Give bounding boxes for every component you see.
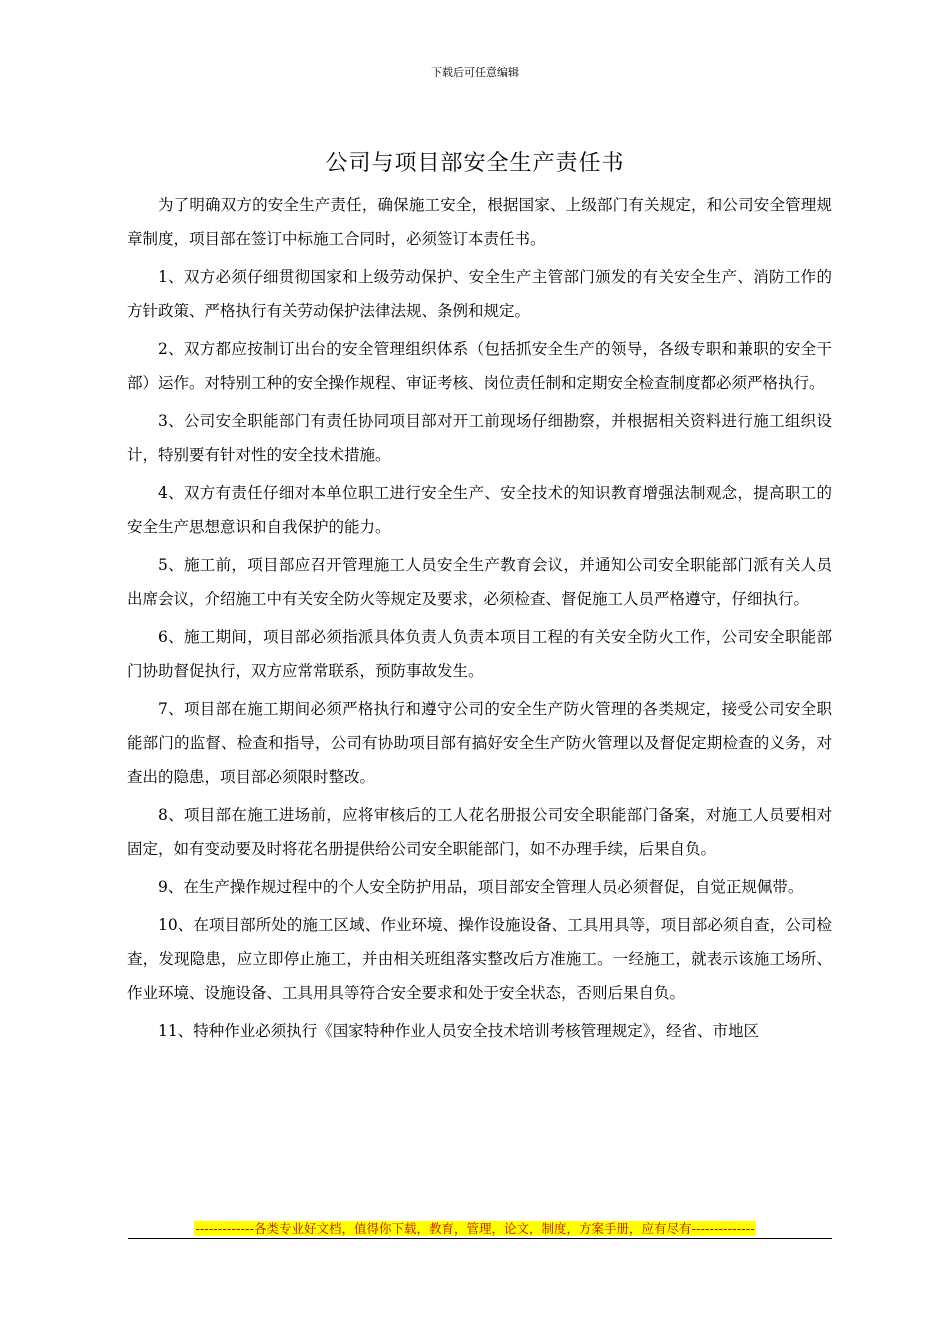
- document-body: [127, 188, 832, 1052]
- intro-paragraph: 为了明确双方的安全生产责任，确保施工安全，根据国家、上级部门有关规定，和公司安全管理规章制度，项目部在签订中标施工合同时，必须签订本责任书。: [127, 196, 832, 248]
- header-note: 下载后可任意编辑: [431, 66, 519, 79]
- clause-8: 8、项目部在施工进场前，应将审核后的工人花名册报公司安全职能部门备案，对施工人员要相对固定，如有变动要及时将花名册提供给公司安全职能部门，如不办理手续，后果自负。: [127, 806, 832, 858]
- clause-10: 10、在项目部所处的施工区域、作业环境、操作设施设备、工具用具等，项目部必须自查，公司检查，发现隐患，应立即停止施工，并由相关班组落实整改后方准施工。一经施工，就表示该施工场所、作业环境、设施设备、工具用具等符合安全要求和处于安全状态，否则后果自负。: [127, 916, 832, 1002]
- clause-3: 3、公司安全职能部门有责任协同项目部对开工前现场仔细勘察，并根据相关资料进行施工组织设计，特别要有针对性的安全技术措施。: [127, 412, 832, 464]
- clause-7: 7、项目部在施工期间必须严格执行和遵守公司的安全生产防火管理的各类规定，接受公司安全职能部门的监督、检查和指导，公司有协助项目部有搞好安全生产防火管理以及督促定期检查的义务，对查出的隐患，项目部必须限时整改。: [127, 700, 832, 786]
- clause-2: 2、双方都应按制订出台的安全管理组织体系（包括抓安全生产的领导，各级专职和兼职的安全干部）运作。对特别工种的安全操作规程、审证考核、岗位责任制和定期安全检查制度都必须严格执行。: [127, 340, 832, 392]
- footer-divider: [128, 1238, 832, 1239]
- footer-banner: [0, 1218, 950, 1238]
- clause-9: 9、在生产操作规过程中的个人安全防护用品，项目部安全管理人员必须督促，自觉正规佩带。: [158, 878, 804, 896]
- clause-11: 11、特种作业必须执行《国家特种作业人员安全技术培训考核管理规定》，经省、市地区: [158, 1022, 759, 1040]
- document-title: 公司与项目部安全生产责任书: [325, 151, 625, 176]
- clause-5: 5、施工前，项目部应召开管理施工人员安全生产教育会议，并通知公司安全职能部门派有关人员出席会议，介绍施工中有关安全防火等规定及要求，必须检查、督促施工人员严格遵守，仔细执行。: [127, 556, 832, 608]
- footer-banner-text: -------------各类专业好文档，值得你下载，教育，管理，论文，制度，方案手册，应有尽有--------------: [195, 1221, 755, 1236]
- clause-1: 1、双方必须仔细贯彻国家和上级劳动保护、安全生产主管部门颁发的有关安全生产、消防工作的方针政策、严格执行有关劳动保护法律法规、条例和规定。: [127, 268, 832, 320]
- clause-6: 6、施工期间，项目部必须指派具体负责人负责本项目工程的有关安全防火工作，公司安全职能部门协助督促执行，双方应常常联系，预防事故发生。: [127, 628, 832, 680]
- clause-4: 4、双方有责任仔细对本单位职工进行安全生产、安全技术的知识教育增强法制观念，提高职工的安全生产思想意识和自我保护的能力。: [127, 484, 832, 536]
